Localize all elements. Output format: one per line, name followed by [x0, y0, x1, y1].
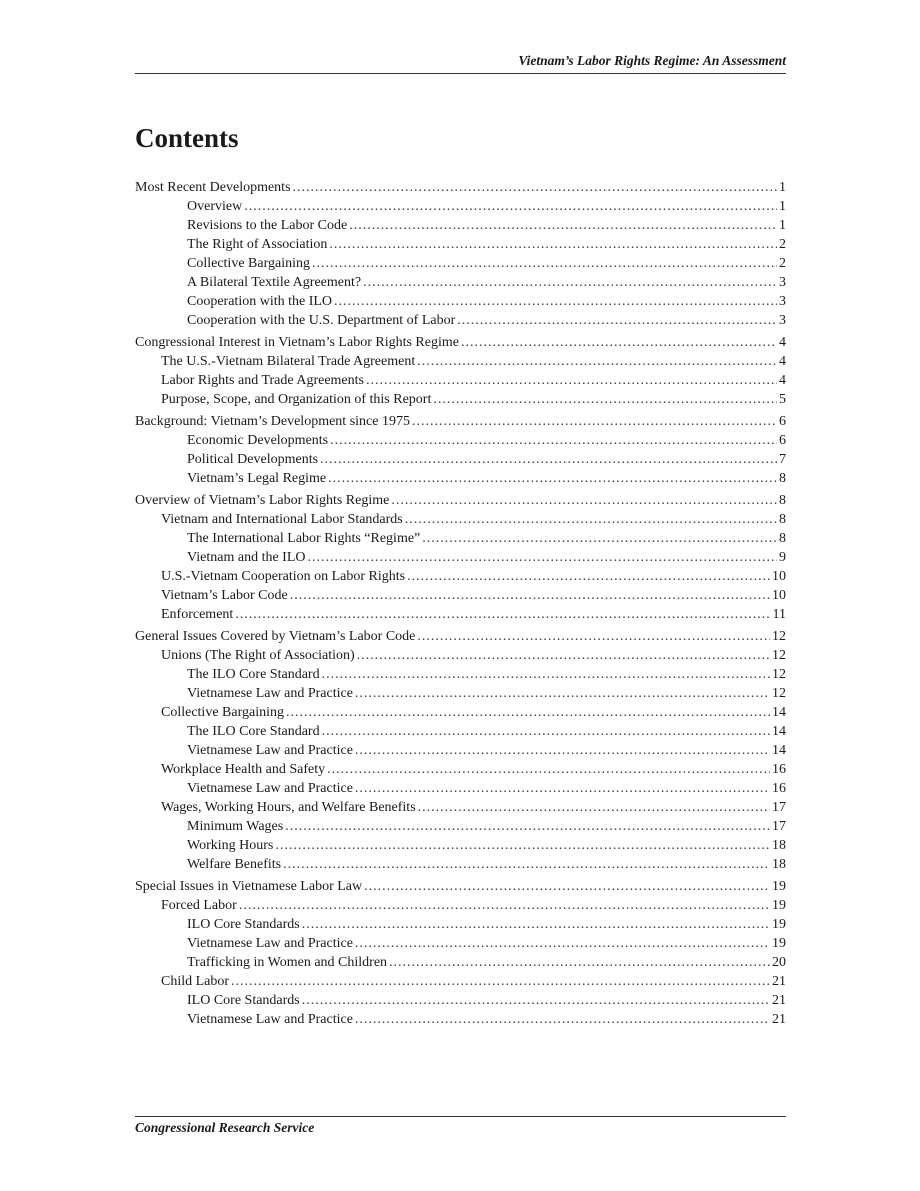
toc-entry[interactable] [135, 273, 786, 292]
toc-entry-page: 16 [772, 762, 786, 777]
toc-entry[interactable] [135, 665, 786, 684]
toc-entry-page: 1 [779, 180, 786, 195]
toc-entry-page: 1 [779, 218, 786, 233]
toc-entry-page: 5 [779, 392, 786, 407]
toc-entry-page: 2 [779, 237, 786, 252]
toc-entry-page: 19 [772, 936, 786, 951]
dot-leader [366, 371, 777, 390]
toc-entry-title: Minimum Wages [187, 819, 284, 834]
toc-entry-title: Enforcement [161, 607, 234, 622]
toc-entry[interactable] [135, 972, 786, 991]
dot-leader [355, 741, 770, 760]
toc-entry-page: 20 [772, 955, 786, 970]
toc-entry-title: Vietnamese Law and Practice [187, 936, 353, 951]
toc-entry-title: Vietnam and International Labor Standards [161, 512, 403, 527]
toc-entry-title: Workplace Health and Safety [161, 762, 326, 777]
toc-entry-page: 6 [779, 414, 786, 429]
toc-entry[interactable] [135, 855, 786, 874]
toc-entry[interactable] [135, 390, 786, 409]
toc-entry-title: Welfare Benefits [187, 857, 282, 872]
toc-entry-page: 11 [772, 607, 786, 622]
dot-leader [349, 216, 777, 235]
toc-entry[interactable] [135, 529, 786, 548]
toc-entry[interactable] [135, 254, 786, 273]
dot-leader [329, 235, 777, 254]
toc-entry-title: ILO Core Standards [187, 993, 300, 1008]
toc-entry-title: Wages, Working Hours, and Welfare Benefits [161, 800, 416, 815]
toc-entry[interactable] [135, 627, 786, 646]
dot-leader [330, 431, 777, 450]
toc-entry-title: Vietnam’s Labor Code [161, 588, 288, 603]
toc-entry-page: 17 [772, 800, 786, 815]
dot-leader [418, 798, 770, 817]
toc-entry[interactable] [135, 915, 786, 934]
toc-entry[interactable] [135, 991, 786, 1010]
toc-entry-title: Congressional Interest in Vietnam’s Labor Rights Regime [135, 335, 459, 350]
dot-leader [391, 491, 777, 510]
toc-entry-page: 3 [779, 313, 786, 328]
toc-entry-title: U.S.-Vietnam Cooperation on Labor Rights [161, 569, 406, 584]
toc-entry-page: 4 [779, 373, 786, 388]
toc-entry[interactable] [135, 836, 786, 855]
dot-leader [302, 915, 770, 934]
dot-leader [355, 779, 770, 798]
toc-entry-page: 14 [772, 724, 786, 739]
dot-leader [389, 953, 770, 972]
toc-entry[interactable] [135, 896, 786, 915]
toc-entry[interactable] [135, 953, 786, 972]
dot-leader [290, 586, 770, 605]
toc-entry[interactable] [135, 178, 786, 197]
toc-entry-title: Vietnam and the ILO [187, 550, 306, 565]
toc-entry-page: 19 [772, 917, 786, 932]
toc-entry[interactable] [135, 703, 786, 722]
dot-leader [417, 627, 770, 646]
toc-entry-page: 8 [779, 512, 786, 527]
toc-entry-title: Background: Vietnam’s Development since 1975 [135, 414, 410, 429]
toc-entry-title: Vietnamese Law and Practice [187, 1012, 353, 1027]
toc-entry-title: The Right of Association [187, 237, 328, 252]
toc-entry-page: 4 [779, 335, 786, 350]
dot-leader [283, 855, 770, 874]
dot-leader [275, 836, 770, 855]
dot-leader [328, 469, 777, 488]
toc-entry[interactable] [135, 371, 786, 390]
dot-leader [327, 760, 770, 779]
toc-entry-title: The U.S.-Vietnam Bilateral Trade Agreement [161, 354, 416, 369]
toc-entry-title: Forced Labor [161, 898, 237, 913]
dot-leader [293, 178, 777, 197]
dot-leader [357, 646, 770, 665]
dot-leader [433, 390, 777, 409]
toc-entry-title: Revisions to the Labor Code [187, 218, 348, 233]
toc-entry-page: 21 [772, 993, 786, 1008]
dot-leader [285, 817, 770, 836]
toc-entry-title: Vietnamese Law and Practice [187, 686, 353, 701]
toc-entry[interactable] [135, 817, 786, 836]
dot-leader [308, 548, 777, 567]
toc-entry-title: Economic Developments [187, 433, 329, 448]
toc-entry[interactable] [135, 779, 786, 798]
footer-rule [135, 1116, 786, 1117]
toc-entry-title: Special Issues in Vietnamese Labor Law [135, 879, 363, 894]
toc-entry-title: Most Recent Developments [135, 180, 291, 195]
toc-entry-page: 8 [779, 471, 786, 486]
toc-entry-title: Trafficking in Women and Children [187, 955, 388, 970]
toc-entry-page: 21 [772, 974, 786, 989]
toc-entry-title: Political Developments [187, 452, 319, 467]
toc-entry[interactable] [135, 352, 786, 371]
dot-leader [412, 412, 777, 431]
toc-entry-page: 14 [772, 743, 786, 758]
toc-entry[interactable] [135, 722, 786, 741]
dot-leader [244, 197, 777, 216]
toc-entry-title: Purpose, Scope, and Organization of this Report [161, 392, 432, 407]
header-rule [135, 73, 786, 74]
toc-entry-page: 6 [779, 433, 786, 448]
toc-entry[interactable] [135, 934, 786, 953]
toc-entry[interactable] [135, 567, 786, 586]
toc-entry-page: 12 [772, 667, 786, 682]
toc-entry[interactable] [135, 197, 786, 216]
toc-entry-title: Collective Bargaining [187, 256, 310, 271]
toc-entry-title: Labor Rights and Trade Agreements [161, 373, 364, 388]
dot-leader [302, 991, 770, 1010]
dot-leader [461, 333, 777, 352]
toc-entry-page: 7 [779, 452, 786, 467]
dot-leader [407, 567, 770, 586]
toc-entry-title: Overview of Vietnam’s Labor Rights Regime [135, 493, 390, 508]
toc-entry-title: ILO Core Standards [187, 917, 300, 932]
toc-entry-page: 21 [772, 1012, 786, 1027]
dot-leader [235, 605, 770, 624]
toc-entry-title: Overview [187, 199, 243, 214]
dot-leader [355, 934, 770, 953]
toc-entry[interactable] [135, 216, 786, 235]
toc-entry-title: Vietnamese Law and Practice [187, 781, 353, 796]
toc-entry-title: Vietnam’s Legal Regime [187, 471, 327, 486]
toc-entry[interactable] [135, 333, 786, 352]
dot-leader [320, 450, 777, 469]
toc-entry[interactable] [135, 877, 786, 896]
toc-entry[interactable] [135, 469, 786, 488]
toc-entry-title: Cooperation with the ILO [187, 294, 333, 309]
running-footer: Congressional Research Service [135, 1120, 315, 1135]
dot-leader [286, 703, 770, 722]
toc-entry[interactable] [135, 431, 786, 450]
dot-leader [322, 665, 770, 684]
toc-entry-page: 10 [772, 569, 786, 584]
dot-leader [457, 311, 777, 330]
toc-entry-page: 1 [779, 199, 786, 214]
toc-entry-page: 18 [772, 857, 786, 872]
dot-leader [363, 273, 777, 292]
toc-entry-page: 14 [772, 705, 786, 720]
toc-entry-page: 19 [772, 879, 786, 894]
toc-entry-title: Vietnamese Law and Practice [187, 743, 353, 758]
dot-leader [312, 254, 777, 273]
toc-entry-title: A Bilateral Textile Agreement? [187, 275, 362, 290]
running-header: Vietnam’s Labor Rights Regime: An Assessment [518, 53, 786, 68]
dot-leader [322, 722, 770, 741]
dot-leader [231, 972, 770, 991]
toc-entry[interactable] [135, 491, 786, 510]
table-of-contents [135, 178, 786, 1029]
toc-entry[interactable] [135, 646, 786, 665]
toc-entry-page: 12 [772, 648, 786, 663]
toc-entry[interactable] [135, 684, 786, 703]
toc-entry[interactable] [135, 235, 786, 254]
toc-entry[interactable] [135, 798, 786, 817]
dot-leader [334, 292, 777, 311]
toc-entry-page: 17 [772, 819, 786, 834]
toc-entry[interactable] [135, 510, 786, 529]
toc-entry[interactable] [135, 292, 786, 311]
dot-leader [355, 1010, 770, 1029]
dot-leader [422, 529, 777, 548]
toc-entry[interactable] [135, 412, 786, 431]
toc-entry[interactable] [135, 605, 786, 624]
toc-entry-page: 3 [779, 275, 786, 290]
dot-leader [417, 352, 777, 371]
toc-entry[interactable] [135, 760, 786, 779]
dot-leader [355, 684, 770, 703]
toc-entry-title: The ILO Core Standard [187, 724, 320, 739]
toc-entry-page: 12 [772, 686, 786, 701]
toc-entry-page: 18 [772, 838, 786, 853]
toc-entry[interactable] [135, 311, 786, 330]
toc-entry-title: General Issues Covered by Vietnam’s Labor Code [135, 629, 416, 644]
toc-entry-page: 16 [772, 781, 786, 796]
toc-entry[interactable] [135, 450, 786, 469]
toc-entry-title: The ILO Core Standard [187, 667, 320, 682]
dot-leader [364, 877, 770, 896]
toc-entry-title: Working Hours [187, 838, 274, 853]
toc-entry-page: 3 [779, 294, 786, 309]
dot-leader [405, 510, 777, 529]
toc-entry-page: 8 [779, 531, 786, 546]
toc-entry-page: 2 [779, 256, 786, 271]
toc-entry-title: Child Labor [161, 974, 230, 989]
toc-entry-page: 8 [779, 493, 786, 508]
dot-leader [239, 896, 770, 915]
toc-entry-title: Cooperation with the U.S. Department of Labor [187, 313, 456, 328]
page-title: Contents [135, 123, 239, 153]
toc-entry-page: 10 [772, 588, 786, 603]
toc-entry[interactable] [135, 741, 786, 760]
toc-entry-page: 19 [772, 898, 786, 913]
toc-entry[interactable] [135, 548, 786, 567]
toc-entry-title: The International Labor Rights “Regime” [187, 531, 421, 546]
toc-entry-title: Unions (The Right of Association) [161, 648, 355, 663]
toc-entry-page: 12 [772, 629, 786, 644]
toc-entry[interactable] [135, 586, 786, 605]
toc-entry-title: Collective Bargaining [161, 705, 284, 720]
toc-entry[interactable] [135, 1010, 786, 1029]
toc-entry-page: 4 [779, 354, 786, 369]
toc-entry-page: 9 [779, 550, 786, 565]
